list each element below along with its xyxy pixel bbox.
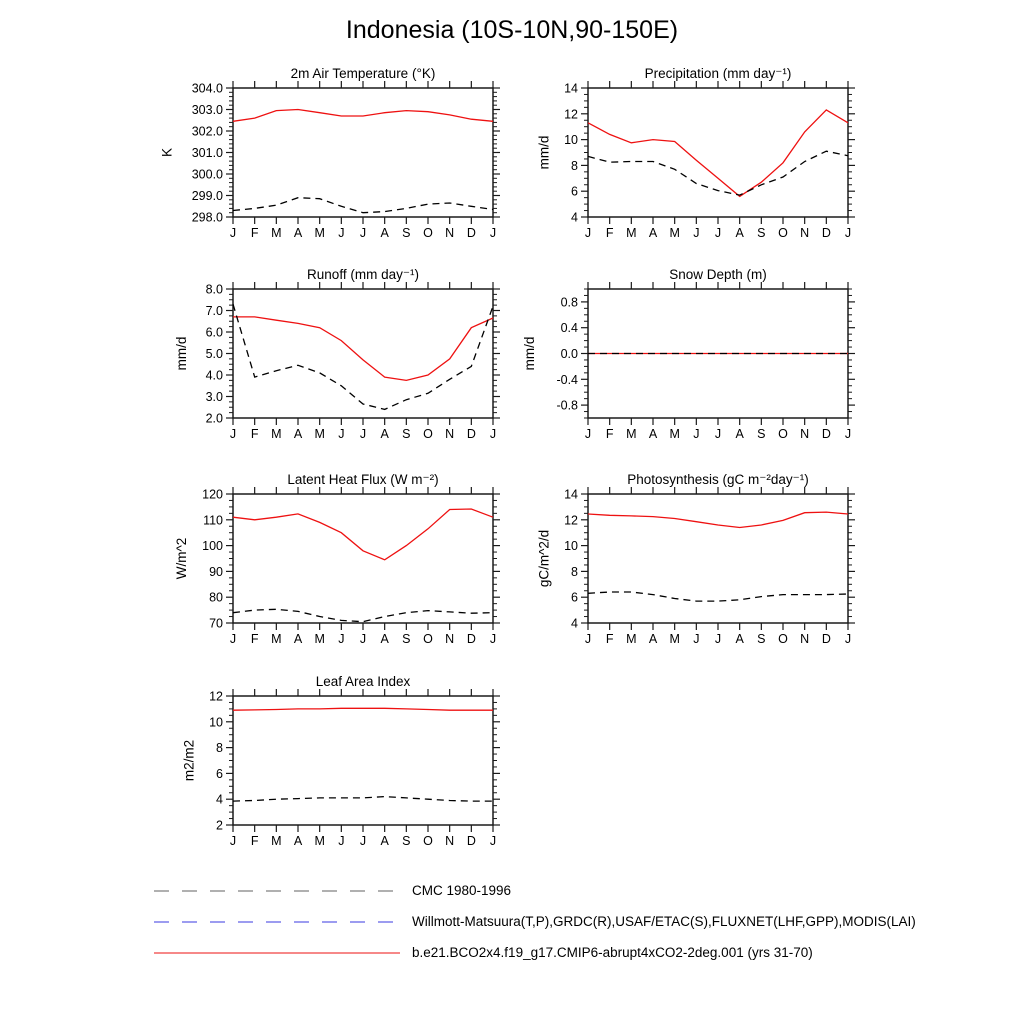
month-label: J [338, 427, 345, 441]
y-tick-label: 12 [564, 107, 578, 122]
legend-label-model: b.e21.BCO2x4.f19_g17.CMIP6-abrupt4xCO2-2deg.001 (yrs 31-70) [412, 945, 813, 960]
month-label: O [423, 427, 433, 441]
month-label: N [445, 226, 455, 240]
month-label: A [293, 632, 303, 646]
y-tick-label: 8 [571, 158, 578, 173]
month-label: J [229, 226, 237, 240]
month-label: M [626, 226, 637, 240]
legend-label-cmc: CMC 1980-1996 [412, 883, 512, 898]
month-label: A [648, 427, 658, 441]
month-label: D [466, 632, 476, 646]
month-label: J [844, 427, 852, 441]
panel-title: Snow Depth (m) [669, 267, 767, 282]
dashed-line-swatch-obs [152, 916, 402, 928]
month-label: D [466, 834, 476, 848]
month-label: J [693, 632, 700, 646]
month-label: M [626, 427, 637, 441]
month-label: D [821, 632, 831, 646]
month-label: J [693, 226, 700, 240]
month-label: A [735, 226, 744, 240]
panel-title: 2m Air Temperature (°K) [290, 66, 436, 81]
month-label: J [693, 427, 700, 441]
month-label: J [584, 427, 592, 441]
y-axis-label: K [159, 147, 175, 158]
y-tick-label: -0.8 [556, 398, 578, 413]
month-label: M [314, 632, 325, 646]
y-tick-label: 7.0 [205, 304, 223, 318]
month-label: N [445, 834, 455, 848]
y-tick-label: 5.0 [205, 347, 223, 361]
month-label: F [250, 632, 259, 646]
month-label: F [250, 427, 259, 441]
month-label: F [250, 226, 259, 240]
runoff-model-line [233, 317, 493, 381]
month-label: A [735, 427, 744, 441]
y-axis-label: W/m^2 [174, 537, 190, 580]
leaf-area-index-model-line [233, 708, 493, 710]
month-label: O [423, 632, 433, 646]
y-tick-label: 10 [564, 539, 578, 554]
y-tick-label: 6 [216, 766, 223, 781]
month-label: F [605, 427, 614, 441]
legend-label-obs: Willmott-Matsuura(T,P),GRDC(R),USAF/ETAC(S),FLUXNET(LHF,GPP),MODIS(LAI) [412, 914, 916, 929]
y-axis-label: mm/d [174, 336, 190, 371]
y-tick-label: 0.8 [560, 295, 578, 310]
leaf-area-index-observations-line [233, 797, 493, 802]
month-label: J [584, 226, 592, 240]
month-label: J [359, 226, 367, 240]
y-tick-label: 110 [203, 513, 223, 528]
month-label: S [402, 632, 411, 646]
panel-title: Runoff (mm day⁻¹) [307, 267, 419, 282]
month-label: J [584, 632, 592, 646]
y-tick-label: 3.0 [205, 390, 223, 404]
month-label: J [489, 427, 497, 441]
y-tick-label: 4.0 [205, 368, 223, 383]
month-label: J [338, 834, 345, 848]
plot-frame [233, 696, 493, 825]
month-label: J [359, 632, 367, 646]
month-label: J [844, 226, 852, 240]
y-tick-label: 12 [209, 689, 223, 704]
month-label: A [293, 834, 303, 848]
panel-runoff [174, 267, 500, 441]
y-tick-label: 0.0 [560, 347, 578, 361]
y-tick-label: 302.0 [191, 124, 223, 139]
month-label: M [271, 834, 282, 848]
y-tick-label: 6 [571, 590, 578, 605]
month-label: O [778, 427, 788, 441]
dashed-line-swatch-cmc [152, 885, 402, 897]
month-label: M [271, 632, 282, 646]
y-axis-label: mm/d [521, 336, 537, 371]
month-label: O [423, 834, 433, 848]
y-tick-label: 4 [216, 792, 223, 807]
month-label: J [359, 427, 367, 441]
month-label: A [648, 632, 658, 646]
y-tick-label: 100 [202, 539, 223, 554]
precipitation-model-line [588, 110, 848, 196]
y-tick-label: 2.0 [205, 411, 223, 426]
photosynthesis-observations-line [588, 592, 848, 601]
y-axis-label: mm/d [536, 135, 552, 170]
y-tick-label: 4 [571, 210, 578, 225]
month-label: J [489, 834, 497, 848]
month-label: D [821, 226, 831, 240]
precipitation-observations-line [588, 151, 848, 195]
y-tick-label: 90 [209, 564, 223, 579]
month-label: J [229, 834, 237, 848]
panel-snow-depth [522, 267, 855, 441]
plot-frame [588, 494, 848, 623]
air-temperature-observations-line [233, 198, 493, 213]
month-label: M [314, 834, 325, 848]
month-label: M [669, 632, 680, 646]
month-label: A [735, 632, 744, 646]
month-label: J [489, 632, 497, 646]
month-label: N [800, 632, 810, 646]
month-label: N [445, 427, 455, 441]
month-label: S [402, 226, 411, 240]
y-tick-label: 70 [209, 616, 223, 631]
month-label: S [402, 427, 411, 441]
month-label: M [271, 427, 282, 441]
month-label: A [648, 226, 658, 240]
month-label: J [844, 632, 852, 646]
month-label: M [314, 226, 325, 240]
y-tick-label: 80 [209, 590, 223, 605]
y-tick-label: 0.4 [560, 321, 578, 336]
legend [152, 875, 916, 968]
month-label: J [338, 226, 345, 240]
y-tick-label: 2 [216, 818, 223, 833]
y-tick-label: 8.0 [205, 282, 223, 297]
y-tick-label: 10 [564, 133, 578, 148]
month-label: F [605, 226, 614, 240]
y-tick-label: 12 [564, 513, 578, 528]
month-label: A [293, 427, 303, 441]
month-label: J [229, 427, 237, 441]
y-axis-label: m2/m2 [181, 739, 197, 782]
y-tick-label: -0.4 [556, 372, 578, 387]
solid-line-swatch-model [152, 947, 402, 959]
month-label: J [714, 226, 722, 240]
month-label: D [466, 226, 476, 240]
month-label: J [489, 226, 497, 240]
y-tick-label: 299.0 [191, 189, 223, 203]
legend-row-obs [152, 906, 916, 937]
y-tick-label: 4 [571, 616, 578, 631]
y-tick-label: 120 [202, 487, 223, 502]
y-tick-label: 304.0 [191, 81, 223, 96]
photosynthesis-model-line [588, 512, 848, 527]
month-label: M [626, 632, 637, 646]
latent-heat-flux-model-line [233, 509, 493, 560]
legend-row-model [152, 937, 916, 968]
month-label: N [800, 427, 810, 441]
month-label: A [380, 427, 389, 441]
month-label: J [359, 834, 367, 848]
panel-leaf-area-index [181, 674, 500, 848]
month-label: A [293, 226, 303, 240]
month-label: J [714, 632, 722, 646]
y-tick-label: 14 [564, 487, 578, 502]
month-label: M [669, 226, 680, 240]
month-label: A [380, 834, 389, 848]
y-tick-label: 6.0 [205, 325, 223, 340]
y-tick-label: 8 [216, 741, 223, 756]
page-title: Indonesia (10S-10N,90-150E) [345, 16, 679, 44]
panel-photosynthesis [536, 472, 855, 646]
month-label: O [423, 226, 433, 240]
month-label: M [669, 427, 680, 441]
panel-precipitation [536, 66, 855, 240]
panel-latent-heat-flux [174, 472, 500, 646]
month-label: S [757, 427, 766, 441]
y-tick-label: 6 [571, 184, 578, 199]
month-label: F [250, 834, 259, 848]
month-label: N [445, 632, 455, 646]
panel-title: Photosynthesis (gC m⁻²day⁻¹) [627, 472, 809, 487]
month-label: A [380, 226, 389, 240]
month-label: J [714, 427, 722, 441]
month-label: J [229, 632, 237, 646]
panel-title: Latent Heat Flux (W m⁻²) [287, 472, 439, 487]
month-label: M [314, 427, 325, 441]
plot-frame [233, 494, 493, 623]
panel-title: Precipitation (mm day⁻¹) [644, 66, 792, 81]
y-tick-label: 298.0 [191, 210, 223, 225]
month-label: A [380, 632, 389, 646]
air-temperature-model-line [233, 110, 493, 122]
y-tick-label: 10 [209, 715, 223, 730]
y-tick-label: 301.0 [191, 146, 223, 160]
month-label: O [778, 226, 788, 240]
month-label: S [757, 226, 766, 240]
month-label: D [466, 427, 476, 441]
y-axis-label: gC/m^2/d [536, 529, 552, 588]
month-label: S [402, 834, 411, 848]
y-tick-label: 8 [571, 564, 578, 579]
y-tick-label: 300.0 [191, 167, 223, 182]
month-label: F [605, 632, 614, 646]
y-tick-label: 303.0 [191, 103, 223, 117]
month-label: S [757, 632, 766, 646]
panel-air-temperature [160, 66, 501, 240]
legend-row-cmc [152, 875, 916, 906]
month-label: M [271, 226, 282, 240]
y-tick-label: 14 [564, 81, 578, 96]
panel-title: Leaf Area Index [315, 674, 411, 689]
latent-heat-flux-observations-line [233, 609, 493, 621]
plot-frame [233, 88, 493, 217]
plot-frame [588, 88, 848, 217]
month-label: D [821, 427, 831, 441]
month-label: N [800, 226, 810, 240]
month-label: J [338, 632, 345, 646]
month-label: O [778, 632, 788, 646]
